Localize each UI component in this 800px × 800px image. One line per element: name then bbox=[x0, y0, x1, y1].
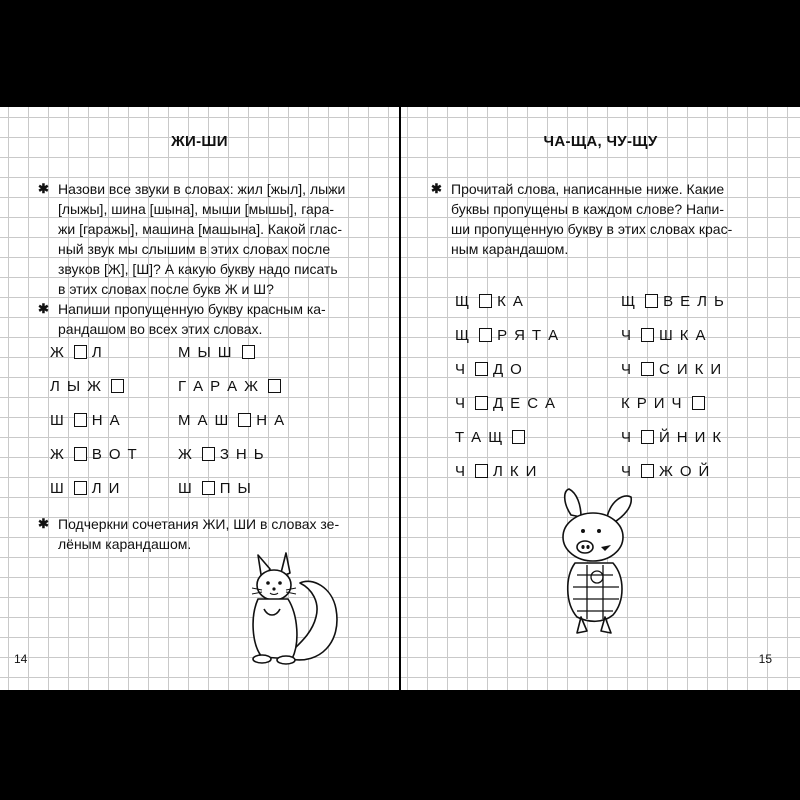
instruction-line: звуков [Ж], [Ш]? А какую букву надо писать bbox=[58, 261, 338, 277]
missing-letter-box[interactable] bbox=[479, 294, 492, 308]
word-before: Ш bbox=[50, 412, 64, 429]
word-before: М Ы Ш bbox=[178, 344, 232, 361]
left-page-title: ЖИ-ШИ bbox=[171, 133, 228, 150]
word-exercise bbox=[621, 288, 738, 310]
word-exercise bbox=[621, 322, 720, 344]
missing-letter-box[interactable] bbox=[238, 413, 251, 427]
word-after: З Н Ь bbox=[219, 446, 264, 463]
word-before: Ж bbox=[50, 344, 64, 361]
missing-letter-box[interactable] bbox=[645, 294, 658, 308]
word-after: Л bbox=[91, 344, 102, 361]
word-exercise bbox=[455, 390, 569, 412]
missing-letter-box[interactable] bbox=[111, 379, 124, 393]
word-after: Ш К А bbox=[659, 327, 706, 344]
squirrel-illustration bbox=[240, 547, 340, 667]
missing-letter-box[interactable] bbox=[475, 396, 488, 410]
instruction-line: Подчеркни сочетания ЖИ, ШИ в словах зе- bbox=[58, 516, 340, 532]
word-before: Ж bbox=[178, 446, 192, 463]
missing-letter-box[interactable] bbox=[475, 464, 488, 478]
word-after: Д О bbox=[493, 361, 522, 378]
word-after: С И К И bbox=[659, 361, 722, 378]
word-exercise bbox=[178, 373, 293, 395]
missing-letter-box[interactable] bbox=[74, 447, 87, 461]
word-exercise bbox=[50, 441, 151, 463]
word-before: Ч bbox=[455, 395, 465, 412]
word-after: Р Я Т А bbox=[497, 327, 559, 344]
word-after: В Е Л Ь bbox=[663, 293, 724, 310]
word-exercise bbox=[178, 339, 267, 361]
word-after: Л И bbox=[91, 480, 120, 497]
missing-letter-box[interactable] bbox=[74, 413, 87, 427]
word-after: В О Т bbox=[91, 446, 137, 463]
missing-letter-box[interactable] bbox=[512, 430, 525, 444]
missing-letter-box[interactable] bbox=[641, 328, 654, 342]
instruction-line: ным карандашом. bbox=[451, 241, 569, 257]
word-before: Ш bbox=[178, 480, 192, 497]
word-before: Щ bbox=[455, 293, 470, 310]
word-exercise bbox=[621, 390, 717, 412]
page-number: 15 bbox=[758, 652, 772, 666]
missing-letter-box[interactable] bbox=[641, 464, 654, 478]
instruction-line: лёным карандашом. bbox=[58, 536, 192, 552]
word-before: Ш bbox=[50, 480, 64, 497]
instruction-line: в этих словах после букв Ж и Ш? bbox=[58, 281, 274, 297]
piglet-illustration bbox=[541, 485, 651, 645]
instruction-line: [лыжы], шина [шына], мыши [мышы], гара- bbox=[58, 201, 335, 217]
instruction-2 bbox=[58, 299, 378, 339]
word-before: Т А Щ bbox=[455, 429, 503, 446]
missing-letter-box[interactable] bbox=[202, 481, 215, 495]
word-after: П Ы bbox=[219, 480, 251, 497]
word-before: Ч bbox=[455, 463, 465, 480]
missing-letter-box[interactable] bbox=[641, 362, 654, 376]
word-exercise bbox=[50, 475, 133, 497]
bullet-star-icon: ✱ bbox=[38, 181, 49, 196]
word-before: К Р И Ч bbox=[621, 395, 682, 412]
right-page-title: ЧА-ЩА, ЧУ-ЩУ bbox=[543, 133, 658, 150]
instruction-line: Назови все звуки в словах: жил [жыл], лыжи bbox=[58, 181, 346, 197]
word-exercise bbox=[50, 339, 116, 361]
instruction-line: Прочитай слова, написанные ниже. Какие bbox=[451, 181, 725, 197]
missing-letter-box[interactable] bbox=[74, 345, 87, 359]
missing-letter-box[interactable] bbox=[268, 379, 281, 393]
bullet-star-icon: ✱ bbox=[38, 516, 49, 531]
instruction-line: Напиши пропущенную букву красным ка- bbox=[58, 301, 326, 317]
word-before: Щ bbox=[621, 293, 636, 310]
word-exercise bbox=[455, 322, 572, 344]
word-before: Л Ы Ж bbox=[50, 378, 101, 395]
word-exercise bbox=[178, 475, 265, 497]
word-before: Ж bbox=[50, 446, 64, 463]
instruction-1 bbox=[451, 179, 781, 259]
word-after: Н А bbox=[256, 412, 285, 429]
missing-letter-box[interactable] bbox=[242, 345, 255, 359]
instruction-line: буквы пропущены в каждом слове? Напи- bbox=[451, 201, 724, 217]
bullet-star-icon: ✱ bbox=[38, 301, 49, 316]
word-exercise bbox=[621, 424, 735, 446]
missing-letter-box[interactable] bbox=[479, 328, 492, 342]
instruction-line: ши пропущенную букву в этих словах крас- bbox=[451, 221, 733, 237]
word-exercise bbox=[455, 424, 537, 446]
instruction-line: жи [гаражы], машина [машына]. Какой глас- bbox=[58, 221, 343, 237]
instruction-line: рандашом во всех этих словах. bbox=[58, 321, 263, 337]
instruction-1 bbox=[58, 179, 378, 299]
missing-letter-box[interactable] bbox=[475, 362, 488, 376]
word-exercise bbox=[50, 373, 136, 395]
right-page bbox=[401, 107, 800, 690]
missing-letter-box[interactable] bbox=[692, 396, 705, 410]
word-exercise bbox=[50, 407, 134, 429]
word-exercise bbox=[621, 458, 723, 480]
word-exercise bbox=[455, 458, 550, 480]
word-before: Г А Р А Ж bbox=[178, 378, 259, 395]
word-before: Ч bbox=[621, 327, 631, 344]
word-after: Ж О Й bbox=[659, 463, 710, 480]
word-before: Ч bbox=[621, 463, 631, 480]
word-before: Ч bbox=[455, 361, 465, 378]
word-after: Л К И bbox=[493, 463, 537, 480]
word-after: Й Н И К bbox=[659, 429, 722, 446]
bullet-star-icon: ✱ bbox=[431, 181, 442, 196]
word-before: Ч bbox=[621, 361, 631, 378]
word-exercise bbox=[455, 356, 536, 378]
word-exercise bbox=[455, 288, 537, 310]
missing-letter-box[interactable] bbox=[202, 447, 215, 461]
left-page bbox=[0, 107, 399, 690]
word-before: М А Ш bbox=[178, 412, 229, 429]
word-exercise bbox=[178, 441, 278, 463]
missing-letter-box[interactable] bbox=[74, 481, 87, 495]
instruction-line: ный звук мы слышим в этих словах после bbox=[58, 241, 331, 257]
word-before: Ч bbox=[621, 429, 631, 446]
page-number: 14 bbox=[14, 652, 28, 666]
word-before: Щ bbox=[455, 327, 470, 344]
word-after: Н А bbox=[91, 412, 120, 429]
missing-letter-box[interactable] bbox=[641, 430, 654, 444]
word-exercise bbox=[178, 407, 298, 429]
word-after: Д Е С А bbox=[493, 395, 556, 412]
word-after: К А bbox=[497, 293, 523, 310]
word-exercise bbox=[621, 356, 735, 378]
